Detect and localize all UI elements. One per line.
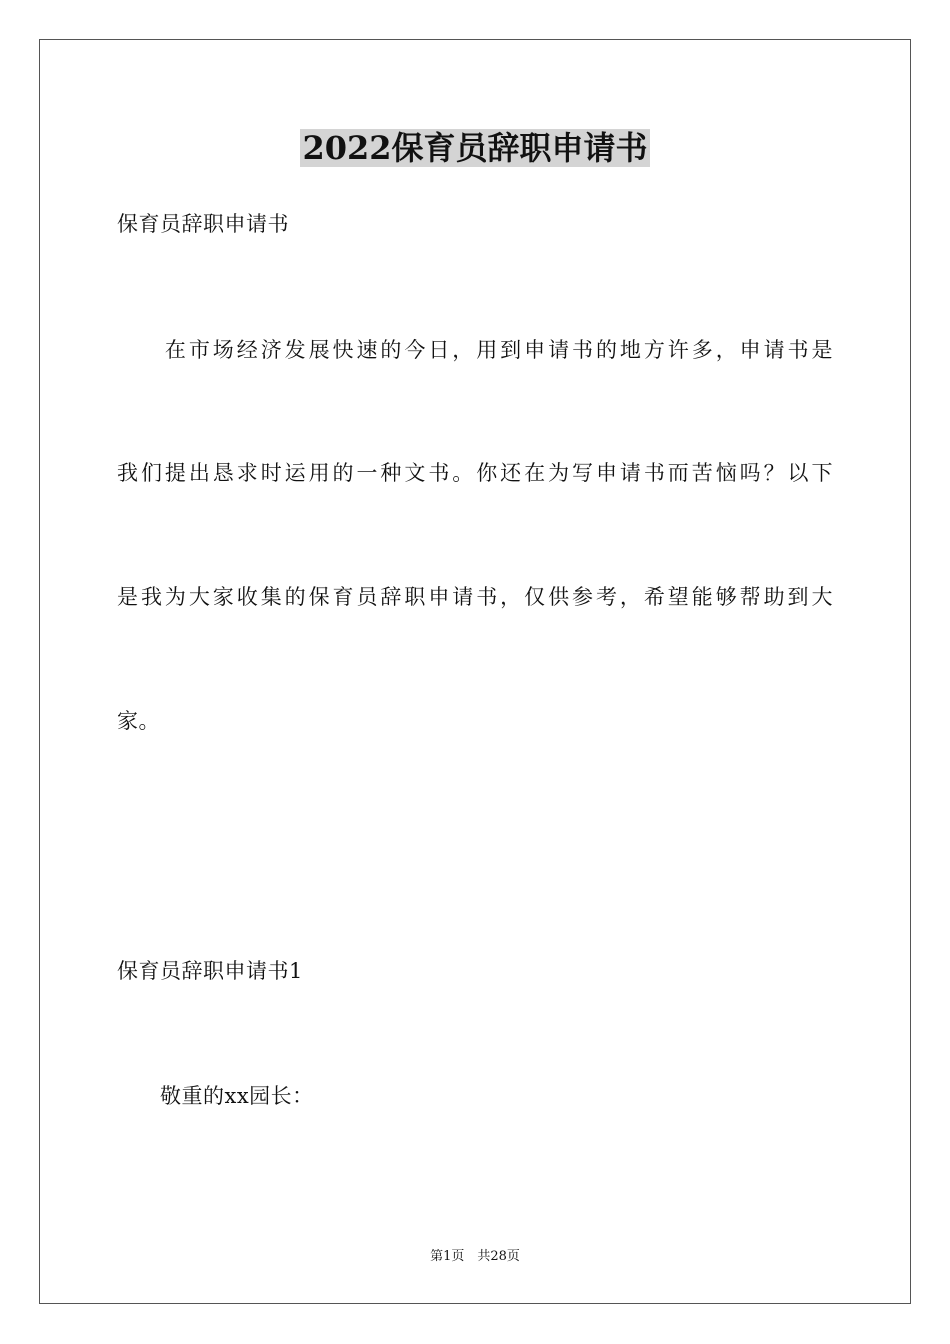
section-heading: 保育员辞职申请书1	[117, 959, 303, 983]
intro-line-2: 我们提出恳求时运用的一种文书。你还在为写申请书而苦恼吗？以下	[117, 461, 833, 485]
document-title	[0, 126, 950, 170]
intro-line-4: 家。	[117, 709, 160, 733]
intro-line-1: 在市场经济发展快速的今日，用到申请书的地方许多，申请书是	[117, 338, 833, 362]
intro-line-3: 是我为大家收集的保育员辞职申请书，仅供参考，希望能够帮助到大	[117, 585, 833, 609]
document-subtitle: 保育员辞职申请书	[117, 212, 289, 236]
document-title-text: 2022保育员辞职申请书	[302, 129, 648, 167]
page-footer: 第1页 共28页	[430, 1249, 520, 1264]
letter-salutation: 敬重的xx园长：	[117, 1084, 314, 1108]
